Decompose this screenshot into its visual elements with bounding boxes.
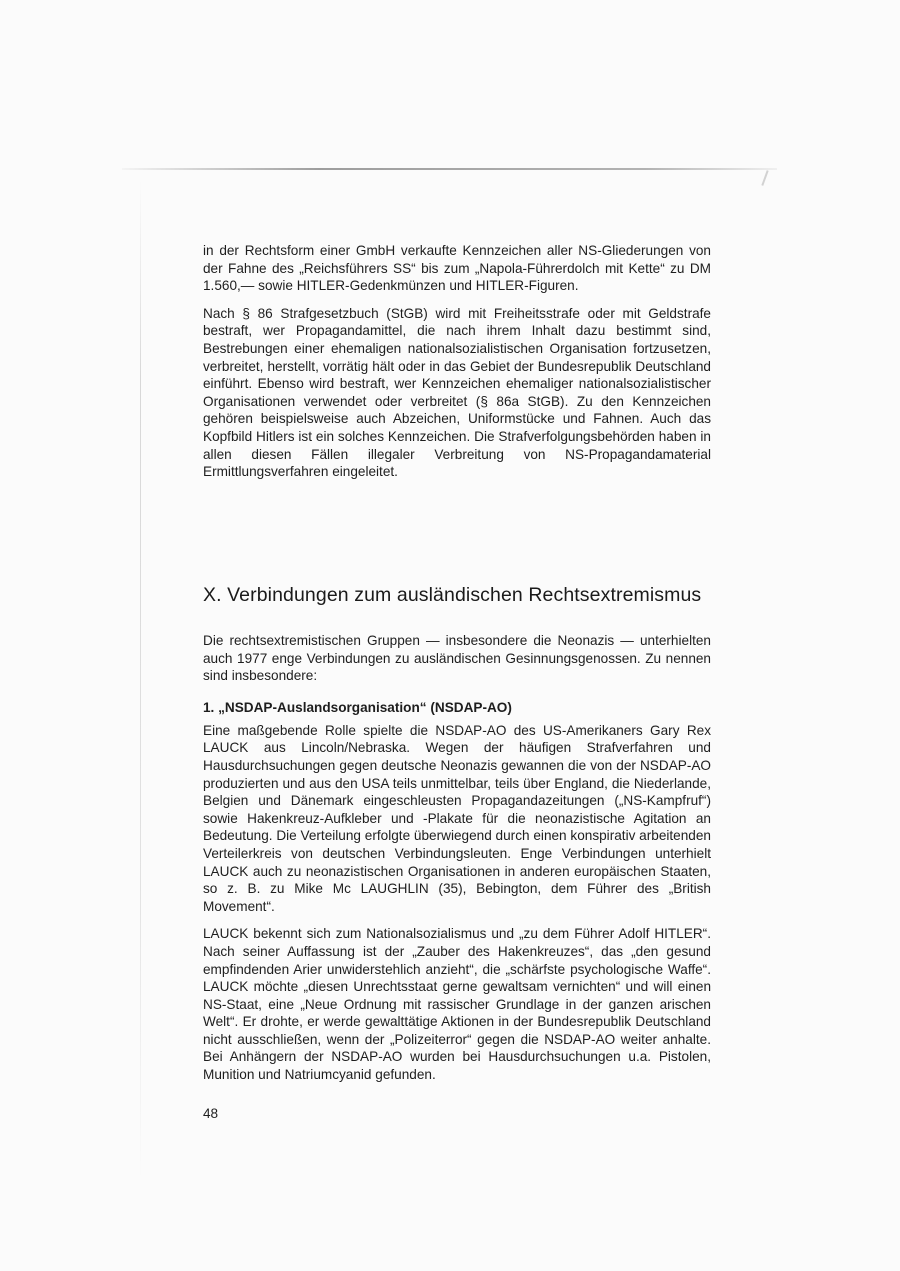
subsection-paragraph-2: LAUCK bekennt sich zum Nationalsozialismus und „zu dem Führer Adolf HITLER“. Nach seiner Auffassung ist der „Zauber des Hakenkreuzes“, das „den gesund empfindenden Arier unwiderstehlich anzieht“, die „schärfste psychologische Waffe“. LAUCK möchte „diesen Unrechtsstaat gerne gewaltsam vernichten“ und will einen NS-Staat, eine „Neue Ordnung mit rassischer Grundlage in der ganzen arischen Welt“. Er drohte, er werde gewalttätige Aktionen in der Bundesrepublik Deutschland nicht ausschließen, wenn der „Polizeiterror“ gegen die NSDAP-AO weiter anhalte. Bei Anhängern der NSDAP-AO wurden bei Hausdurchsuchungen u.a. Pistolen, Munition und Natriumcyanid gefunden. xyxy=(203,926,711,1083)
section-body xyxy=(203,632,711,1084)
scanned-page-top-edge xyxy=(122,168,777,170)
scanned-page-corner-mark xyxy=(761,170,768,186)
scanned-page-left-edge xyxy=(140,180,141,1180)
subsection-heading: 1. „NSDAP-Auslandsorganisation“ (NSDAP-AO) xyxy=(203,699,512,715)
intro-paragraph-2: Nach § 86 Strafgesetzbuch (StGB) wird mit Freiheitsstrafe oder mit Geldstrafe bestraft, wer Propagandamittel, die nach ihrem Inhalt dazu bestimmt sind, Bestrebungen einer ehemaligen nationalsozialistischen Organisation fortzusetzen, verbreitet, herstellt, vorrätig hält oder in das Gebiet der Bundesrepublik Deutschland einführt. Ebenso wird bestraft, wer Kennzeichen ehemaliger nationalsozialistischer Organisationen verwendet oder verbreitet (§ 86a StGB). Zu den Kennzeichen gehören beispielsweise auch Abzeichen, Uniformstücke und Fahnen. Auch das Kopfbild Hitlers ist ein solches Kennzeichen. Die Strafverfolgungsbehörden haben in allen diesen Fällen illegaler Verbreitung von NS-Propagandamaterial Ermittlungsverfahren eingeleitet. xyxy=(203,305,711,480)
page-number: 48 xyxy=(203,1106,219,1121)
section-intro-paragraph: Die rechtsextremistischen Gruppen — insbesondere die Neonazis — unterhielten auch 1977 enge Verbindungen zu ausländischen Gesinnungsgenossen. Zu nennen sind insbesondere: xyxy=(203,633,711,684)
intro-paragraph-1: in der Rechtsform einer GmbH verkaufte Kennzeichen aller NS-Gliederungen von der Fahne des „Reichsführers SS“ bis zum „Napola-Führerdolch mit Kette“ zu DM 1.560,— sowie HITLER-Gedenkmünzen und HITLER-Figuren. xyxy=(203,243,711,294)
section-heading: X. Verbindungen zum ausländischen Rechtsextremismus xyxy=(203,584,702,606)
subsection-paragraph-1: Eine maßgebende Rolle spielte die NSDAP-AO des US-Amerikaners Gary Rex LAUCK aus Lincoln/Nebraska. Wegen der häufigen Strafverfahren und Hausdurchsuchungen gegen deutsche Neonazis gewannen die von der NSDAP-AO produzierten und aus den USA teils unmittelbar, teils über England, die Niederlande, Belgien und Dänemark eingeschleusten Propagandazeitungen („NS-Kampfruf“) sowie Hakenkreuz-Aufkleber und -Plakate für die neonazistische Agitation an Bedeutung. Die Verteilung erfolgte überwiegend durch einen konspirativ arbeitenden Verteilerkreis von deutschen Verbindungsleuten. Enge Verbindungen unterhielt LAUCK auch zu neonazistischen Organisationen in anderen europäischen Staaten, so z. B. zu Mike Mc LAUGHLIN (35), Bebington, dem Führer des „British Movement“. xyxy=(203,722,711,914)
intro-text-block xyxy=(203,242,711,481)
